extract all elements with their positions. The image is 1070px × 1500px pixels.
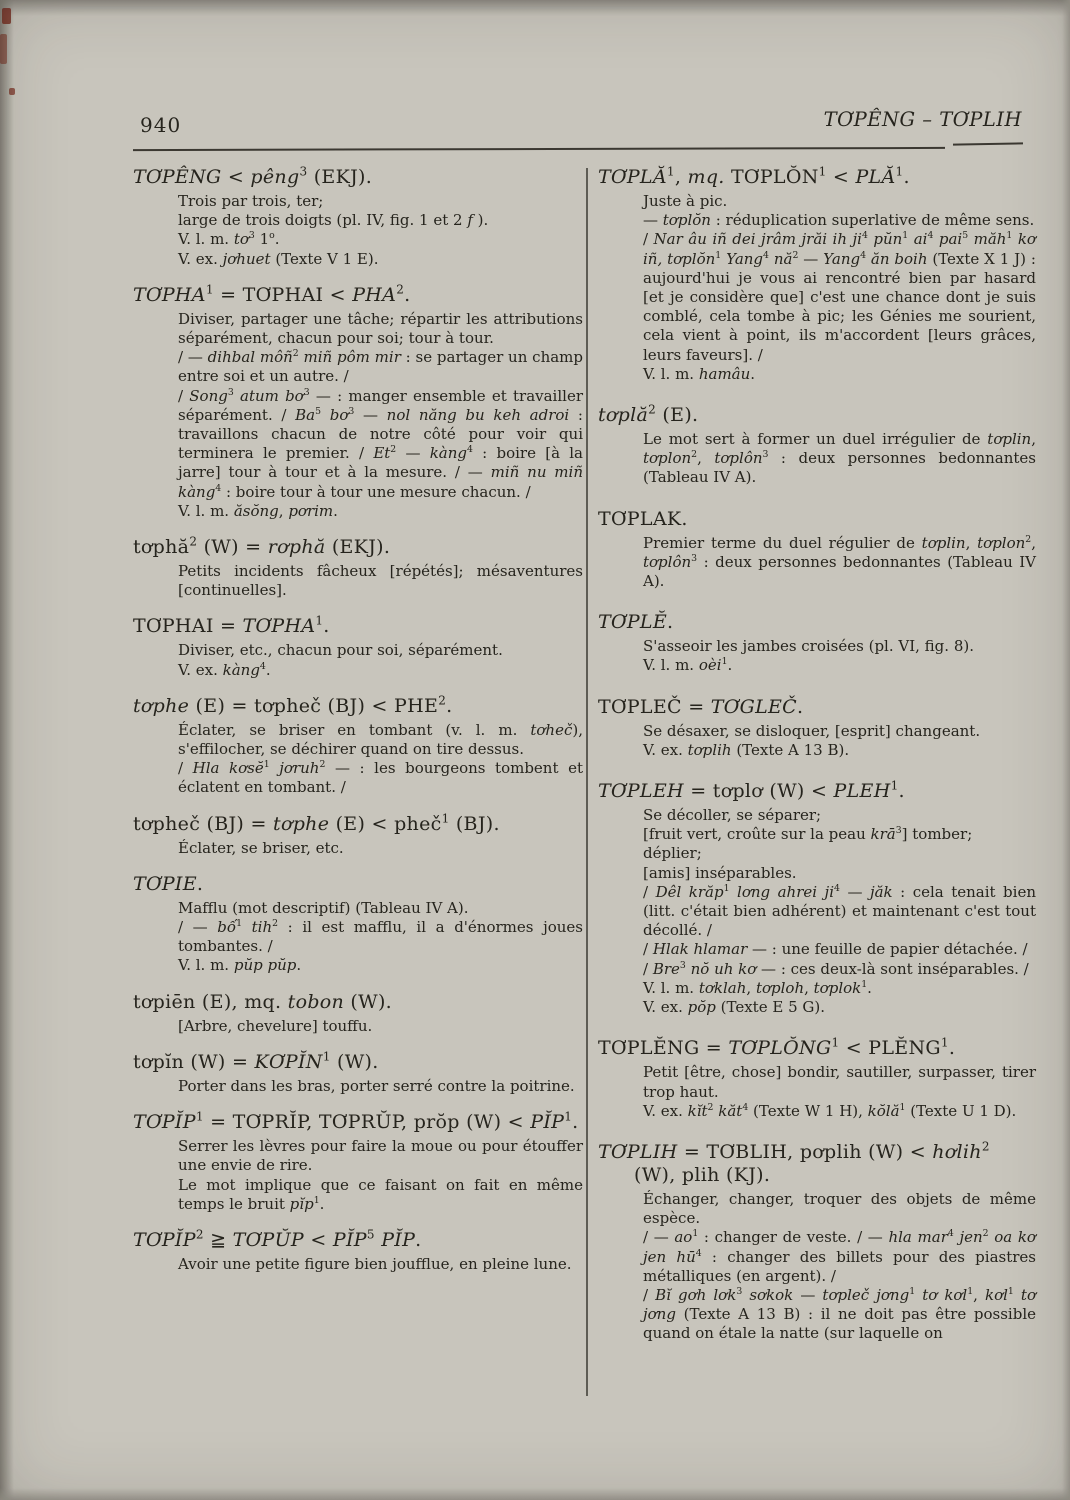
dictionary-entry (133, 1229, 583, 1274)
column-divider (586, 168, 588, 1396)
entry-paragraph: Échanger, changer, troquer des objets de même espèce. (643, 1189, 1036, 1228)
entry-paragraph: Éclater, se briser en tombant (v. l. m. tơheč), s'effilocher, se déchirer quand on tire dessus. (178, 720, 583, 759)
entry-headword: tơphe (E) = tơpheč $(BJ) < PHE^2$. (133, 693, 453, 717)
entry-paragraph: Serrer les lèvres pour faire la moue ou pour étouffer une envie de rire. (178, 1137, 583, 1175)
entry-body (178, 562, 583, 600)
entry-paragraph: Porter dans les bras, porter serré contre la poitrine. (178, 1076, 575, 1095)
entry-body (643, 806, 1036, 1017)
entry-headword: tơpiēn (E), mq. tobon (W). (133, 990, 393, 1013)
scan-edge-top (0, 0, 1070, 16)
entry-paragraph: / Hla kơsĕ$^1$ jơruh$^2$ — : les bourgeons tombent et éclatent en tombant. / (178, 759, 583, 797)
entry-body (178, 192, 583, 269)
entry-headword: tơpheč (BJ) = tơphe (E) < pheč$^1$ (BJ). (133, 811, 500, 835)
entry-paragraph: / Nar âu iñ dei jrâm jrăi ih $ji^4$ pŭn$^1$ $ai^4$ pai$^5$ măh$^1$ kơ iñ, tơplŏn$^1$ Yang$^4$ $nă^2$ — Yang$^4$ ăn boih (Texte X 1 J) : aujourd'hui je vous ai rencontré bien par hasard [et je considère que] c'est une chance dont je suis comblé, cela tombe à pic; les Génies me sourient, cela vient à point, ils m'accordent [leurs grâces, leurs faveurs]. / (643, 230, 1036, 364)
entry-paragraph: Diviser, partager une tâche; répartir les attributions séparément, chacun pour soi; tour à tour. (178, 309, 583, 348)
entry-paragraph: / — $ao^1$ : changer de veste. / — hla mar$^4$ jen$^2$ oa kơ jen $hū^4$ : changer des billets pour des piastres métalliques (en argent). / (643, 1228, 1036, 1285)
entry-paragraph: déplier; (643, 844, 702, 863)
dictionary-entry (133, 813, 583, 858)
entry-body (178, 310, 583, 521)
entry-paragraph: [amis] inséparables. (643, 863, 797, 882)
entry-headword: $TƠPHA^1$ = TƠPHAI < $PHA^2$. (133, 282, 411, 306)
entry-body (178, 899, 583, 976)
entry-paragraph: / Dêl krăp$^1$ lơng ahrei $ji^4$ — jăk : cela tenait bien (litt. c'était bien adhérent) et maintenant c'est tout décollé. / (643, 882, 1036, 940)
entry-paragraph: / — bố$^1$ tih$^2$ : il est mafflu, il a d'énormes joues tombantes. / (178, 918, 583, 956)
red-scan-artifact (0, 34, 7, 64)
entry-headword: TƠPLAK. (598, 507, 688, 530)
entry-paragraph: V. ex. jơhuet (Texte V 1 E). (178, 249, 379, 268)
entry-paragraph: Le mot sert à former un duel irrégulier de tơplin, tơplon$^2$, tơplôn$^3$ : deux personnes bedonnantes (Tableau IV A). (643, 430, 1037, 487)
entry-headword: tơplă$^2$ (E). (598, 402, 699, 427)
red-scan-artifact (2, 8, 11, 24)
entry-headword: TƠPLĔNG = $TƠPLŎNG^1$ < $PLĔNG^1$. (598, 1035, 956, 1060)
running-head: TƠPÊNG – TƠPLIH (823, 108, 1022, 131)
entry-paragraph: — tơplŏn : réduplication superlative de même sens. (643, 211, 1035, 230)
entry-headword: TƠPLĔ. (598, 611, 674, 634)
entry-paragraph: V. l. m. oèi$^1$. (643, 656, 733, 675)
dictionary-entry (598, 780, 1036, 1017)
entry-paragraph: Éclater, se briser, etc. (178, 838, 344, 857)
entry-paragraph: V. l. m. pŭp pŭp. (178, 956, 302, 975)
entry-body (178, 641, 583, 679)
entry-paragraph: V. ex. tơplih (Texte A 13 B). (643, 740, 850, 759)
entry-paragraph: V. l. m. $tơ^3$ 1$^o$. (178, 230, 280, 249)
entry-body (643, 430, 1036, 488)
dictionary-entry (133, 1051, 583, 1096)
entry-paragraph: Petit [être, chose] bondir, sautiller, surpasser, tirer trop haut. (643, 1063, 1036, 1101)
dictionary-entry (133, 1111, 583, 1214)
entry-paragraph: V. l. m. ăsŏng, pơrim. (178, 501, 338, 520)
entry-paragraph: V. l. m. hamâu. (643, 364, 756, 383)
entry-headword: TƠPĬP$^2$ ≧ TƠPŬP < $PĬP^5$ PĬP. (133, 1227, 422, 1251)
dictionary-entry (133, 536, 583, 600)
entry-headword: TƠPLEČ = TƠGLEČ. (598, 695, 804, 718)
entry-body (643, 1063, 1036, 1121)
entry-headword: TƠPÊNG < pêng$^3$ (EKJ). (133, 164, 373, 188)
entry-paragraph: V. ex. kĭt$^2$ kăt$^4$ (Texte W 1 H), kŏlă$^1$ (Texte U 1 D). (643, 1101, 1017, 1120)
scan-edge-right (1062, 0, 1070, 1500)
entry-body (643, 722, 1036, 760)
entry-headword: tơphă$^2$ (W) = rơphă (EKJ). (133, 534, 391, 559)
entry-headword: $TƠPĬP^1$ = TƠPRĬP, TƠPRŬP, prŏp $(W) < PĬP^1$. (133, 1109, 579, 1134)
entry-headword: TƠPIE. (133, 872, 204, 895)
dictionary-entry (133, 873, 583, 976)
entry-paragraph: Mafflu (mot descriptif) (Tableau IV A). (178, 898, 469, 917)
entry-paragraph: Se désaxer, se disloquer, [esprit] changeant. (643, 721, 981, 740)
dictionary-entry (133, 284, 583, 521)
entry-paragraph: [fruit vert, croûte sur la peau krā$^3$] tomber; (643, 825, 973, 844)
entry-paragraph: / Bĭ gơh lơk$^3$ sơkok — tơpleč jơng$^1$ tơ kơl$^1$, kơl$^1$ tơ jơng (Texte A 13 B) : il ne doit pas être possible quand on étale la natte (sur laquelle on (643, 1285, 1036, 1343)
entry-headword: TƠPLĂ$^1$, mq. $TƠPLŎN^1$ < $PLĂ^1$. (598, 164, 910, 188)
dictionary-entry (598, 508, 1036, 592)
entry-body (643, 637, 1036, 675)
entry-paragraph: V. l. m. tơklah, tơploh, tơplok$^1$. (643, 978, 872, 997)
entry-paragraph: Premier terme du duel régulier de tơplin, tơplon$^2$, tơplôn$^3$ : deux personnes bedonnantes (Tableau IV A). (643, 533, 1036, 591)
dictionary-entry (133, 991, 583, 1036)
entry-body (643, 192, 1036, 384)
dictionary-entry (598, 1037, 1036, 1121)
entry-headword: TƠPHAI = $TƠPHA^1$. (133, 614, 330, 638)
entry-paragraph: / Song$^3$ atum $bơ^3$ — : manger ensemble et travailler séparément. / Ba$^5$ $bơ^3$ — nol năng bu keh adroi : travaillons chacun de notre côté pour voir qui terminera le premier. / Et$^2$ — kàng$^4$ : boire [à la jarre] tour à tour et à la mesure. / — miñ nu miñ kàng$^4$ : boire tour à tour une mesure chacun. / (178, 386, 583, 501)
entry-body (178, 1255, 583, 1274)
dictionary-entry (598, 166, 1036, 384)
red-scan-artifact (9, 88, 15, 95)
right-column (598, 166, 1036, 1364)
entry-body (178, 839, 583, 858)
left-column (133, 166, 583, 1289)
dictionary-entry (133, 615, 583, 679)
entry-paragraph: Diviser, etc., chacun pour soi, séparément. (178, 641, 503, 660)
header-rule-left (133, 147, 945, 151)
entry-paragraph: Juste à pic. (643, 192, 728, 210)
entry-paragraph: [Arbre, chevelure] touffu. (178, 1016, 373, 1035)
entry-paragraph: / Bre$^3$ nŏ uh kơ — : ces deux-là sont inséparables. / (643, 959, 1029, 978)
scan-edge-left (0, 0, 14, 1500)
dictionary-entry (133, 695, 583, 798)
entry-paragraph: Se décoller, se séparer; (643, 806, 822, 825)
entry-paragraph: Petits incidents fâcheux [répétés]; mésaventures [continuelles]. (178, 562, 583, 600)
entry-paragraph: V. ex. pŏp (Texte E 5 G). (643, 998, 825, 1017)
dictionary-entry (598, 404, 1036, 488)
dictionary-entry (598, 1141, 1036, 1344)
header-rule-right (953, 142, 1023, 145)
entry-paragraph: large de trois doigts (pl. IV, fig. 1 et 2 f ). (178, 211, 489, 230)
entry-body (178, 1077, 583, 1096)
scan-edge-bottom (0, 1488, 1070, 1500)
entry-body (643, 1190, 1036, 1344)
dictionary-entry (598, 611, 1036, 675)
dictionary-entry (598, 696, 1036, 760)
entry-paragraph: / — dihbal môñ$^2$ miñ pôm mir : se partager un champ entre soi et un autre. / (178, 348, 584, 386)
entry-headword: TƠPLIH = TƠBLIH, pơplih (W) < hơlih$^2$ (W), plih (KJ). (598, 1139, 990, 1186)
entry-paragraph: Avoir une petite figure bien joufflue, en pleine lune. (178, 1254, 572, 1273)
dictionary-entry (133, 166, 583, 269)
entry-paragraph: / Hlak hlamar — : une feuille de papier détachée. / (643, 940, 1028, 959)
entry-body (178, 1137, 583, 1214)
page-number: 940 (140, 113, 182, 137)
entry-headword: tơpĭn $(W) = KƠPĬN^1$ (W). (133, 1049, 379, 1073)
entry-paragraph: S'asseoir les jambes croisées (pl. VI, fig. 8). (643, 637, 974, 656)
entry-body (643, 534, 1036, 592)
entry-body (178, 1017, 583, 1036)
entry-body (178, 721, 583, 798)
entry-paragraph: V. ex. kàng$^4$. (178, 660, 271, 679)
entry-headword: TƠPLEH = tơplơ $(W) < PLEH^1$. (598, 778, 905, 803)
entry-paragraph: Trois par trois, ter; (178, 192, 324, 210)
entry-paragraph: Le mot implique que ce faisant on fait en même temps le bruit pĭp$^1$. (178, 1175, 583, 1213)
